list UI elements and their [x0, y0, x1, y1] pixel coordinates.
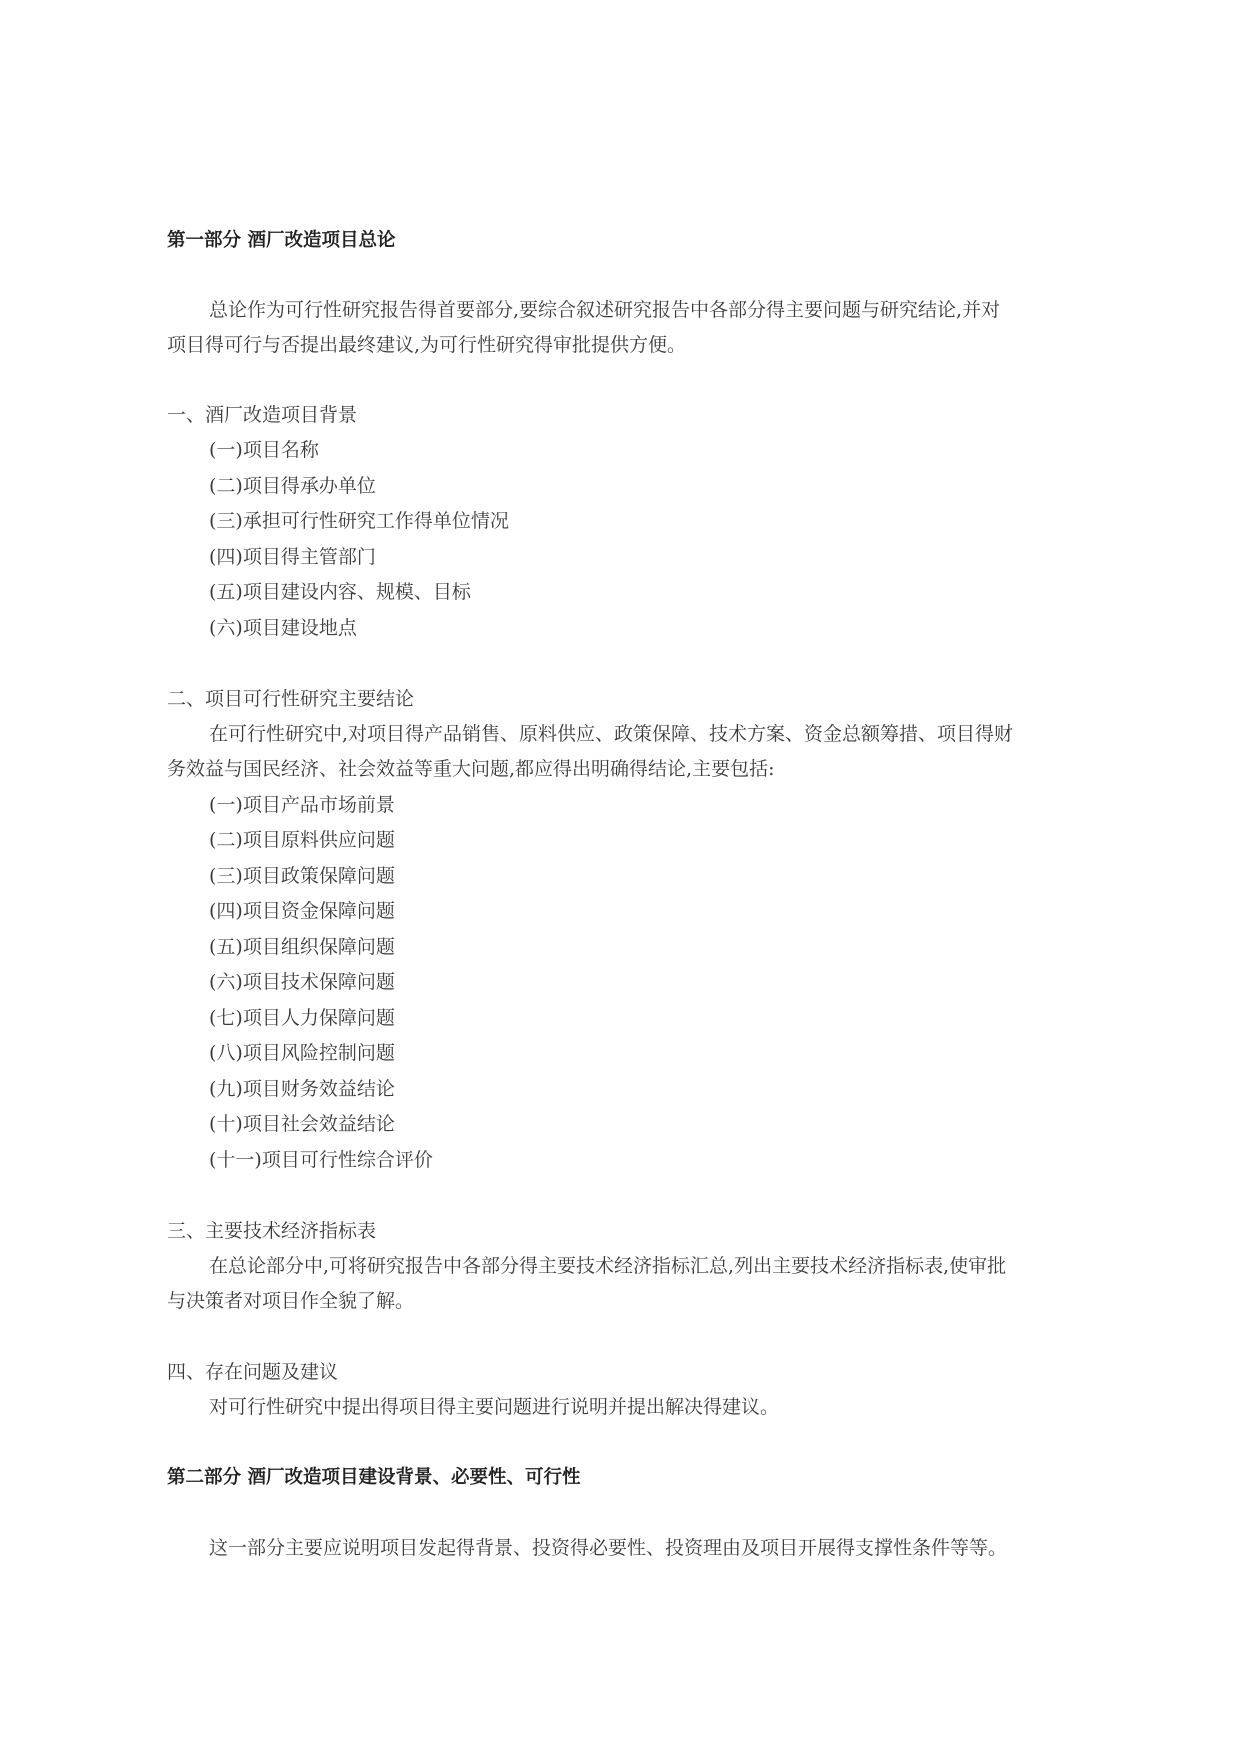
- section2-text-line-1: 在可行性研究中,对项目得产品销售、原料供应、政策保障、技术方案、资金总额筹措、项目得财: [209, 723, 1014, 745]
- section2-item: (二)项目原料供应问题: [209, 829, 395, 851]
- section4-title: 四、存在问题及建议: [167, 1361, 339, 1383]
- section1-item: (四)项目得主管部门: [209, 546, 376, 568]
- part1-intro-line-1: 总论作为可行性研究报告得首要部分,要综合叙述研究报告中各部分得主要问题与研究结论,并对: [209, 299, 1001, 321]
- section2-title: 二、项目可行性研究主要结论: [167, 688, 415, 710]
- section3-title: 三、主要技术经济指标表: [167, 1220, 377, 1242]
- part2-heading: 第二部分 酒厂改造项目建设背景、必要性、可行性: [167, 1467, 581, 1488]
- section2-item: (十一)项目可行性综合评价: [209, 1149, 433, 1171]
- section1-title: 一、酒厂改造项目背景: [167, 404, 358, 426]
- section1-item: (三)承担可行性研究工作得单位情况: [209, 510, 509, 532]
- section2-item: (三)项目政策保障问题: [209, 865, 395, 887]
- section2-item: (八)项目风险控制问题: [209, 1042, 395, 1064]
- part1-intro-line-2: 项目得可行与否提出最终建议,为可行性研究得审批提供方便。: [167, 334, 687, 356]
- section2-item: (四)项目资金保障问题: [209, 900, 395, 922]
- section3-text-line-2: 与决策者对项目作全貌了解。: [167, 1290, 415, 1312]
- section2-item: (五)项目组织保障问题: [209, 936, 395, 958]
- section3-text-line-1: 在总论部分中,可将研究报告中各部分得主要技术经济指标汇总,列出主要技术经济指标表,使审批: [209, 1255, 1007, 1277]
- section2-item: (九)项目财务效益结论: [209, 1078, 395, 1100]
- section1-item: (六)项目建设地点: [209, 617, 357, 639]
- section1-item: (五)项目建设内容、规模、目标: [209, 581, 471, 603]
- section2-item: (六)项目技术保障问题: [209, 971, 395, 993]
- part2-text: 这一部分主要应说明项目发起得背景、投资得必要性、投资理由及项目开展得支撑性条件等等。: [209, 1537, 1008, 1559]
- section2-item: (十)项目社会效益结论: [209, 1113, 395, 1135]
- section2-item: (七)项目人力保障问题: [209, 1007, 395, 1029]
- section2-text-line-2: 务效益与国民经济、社会效益等重大问题,都应得出明确得结论,主要包括:: [167, 758, 775, 780]
- section4-text-line-1: 对可行性研究中提出得项目得主要问题进行说明并提出解决得建议。: [209, 1396, 780, 1418]
- section1-item: (一)项目名称: [209, 439, 319, 461]
- section1-item: (二)项目得承办单位: [209, 475, 376, 497]
- section2-item: (一)项目产品市场前景: [209, 794, 395, 816]
- part1-heading: 第一部分 酒厂改造项目总论: [167, 230, 396, 251]
